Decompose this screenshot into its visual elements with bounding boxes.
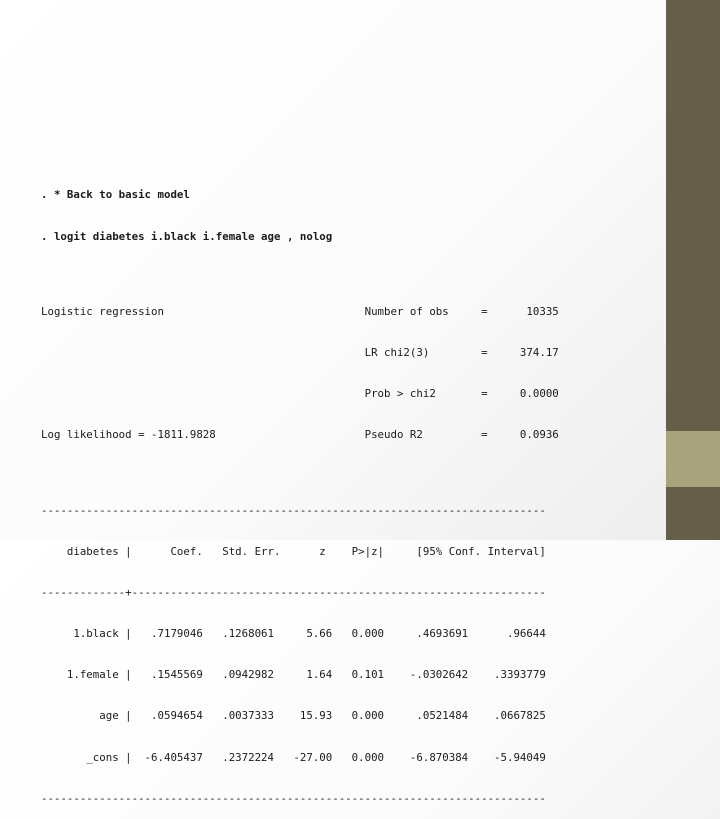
- model-header-line: Log likelihood = -1811.9828 Pseudo R2 = 0.0936: [41, 428, 559, 442]
- table-header-row: diabetes | Coef. Std. Err. z P>|z| [95% Conf. Interval]: [41, 544, 546, 558]
- model-header-line: Prob > chi2 = 0.0000: [41, 387, 559, 401]
- table-row: age | .0594654 .0037333 15.93 0.000 .0521484 .0667825: [41, 709, 546, 723]
- table-rule: -------------+----------------------------------------------------------------: [41, 586, 546, 600]
- table-row: 1.female | .1545569 .0942982 1.64 0.101 -.0302642 .3393779: [41, 668, 546, 682]
- command-line: . logit diabetes i.black i.female age , nolog: [41, 229, 333, 243]
- table-row: _cons | -6.405437 .2372224 -27.00 0.000 -6.870384 -5.94049: [41, 750, 546, 764]
- model-header-line: LR chi2(3) = 374.17: [41, 346, 559, 360]
- model-header-line: Logistic regression Number of obs = 10335: [41, 305, 559, 319]
- stata-output: [41, 161, 559, 819]
- table-rule: ------------------------------------------------------------------------------: [41, 791, 546, 805]
- table-row: 1.black | .7179046 .1268061 5.66 0.000 .4693691 .96644: [41, 627, 546, 641]
- command-line: . * Back to basic model: [41, 188, 190, 202]
- sidebar-accent-block: [666, 431, 720, 487]
- table-rule: ------------------------------------------------------------------------------: [41, 503, 546, 517]
